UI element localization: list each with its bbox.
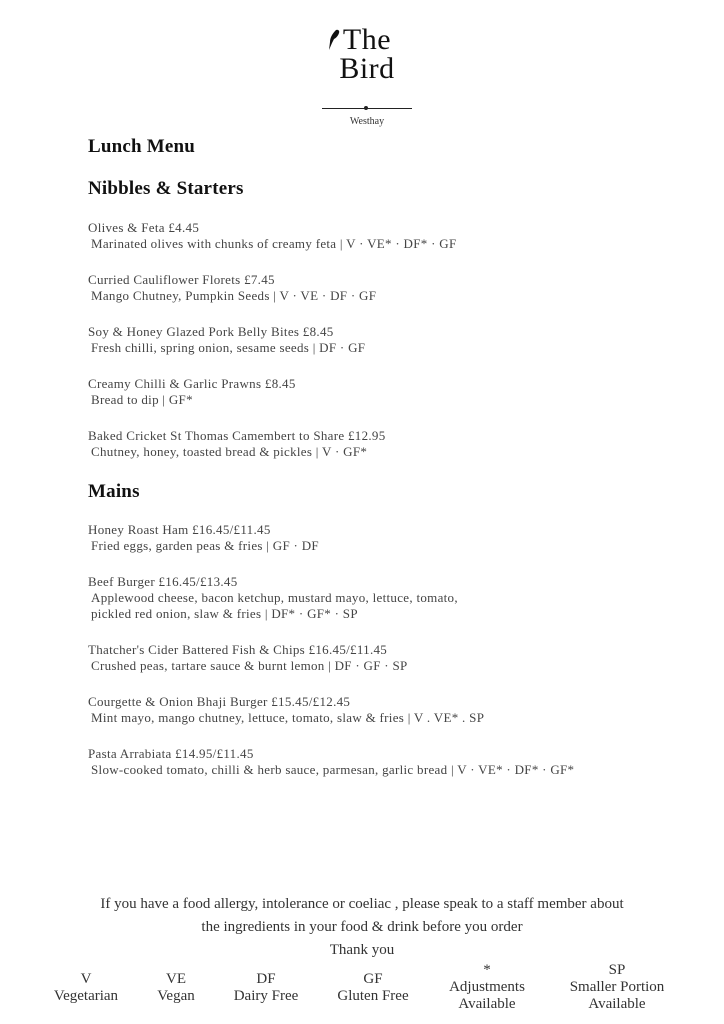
menu-item	[88, 746, 688, 778]
menu-item-name: Courgette & Onion Bhaji Burger £15.45/£12.45	[88, 694, 351, 709]
menu-item-name: Honey Roast Ham £16.45/£11.45	[88, 522, 271, 537]
legend-label: Vegan	[157, 988, 195, 1004]
menu-item	[88, 642, 688, 674]
logo-divider-dot	[364, 106, 368, 110]
legend-item	[422, 962, 552, 1013]
menu-item-description: Slow-cooked tomato, chilli & herb sauce, parmesan, garlic bread | V · VE* · DF* · GF*	[91, 762, 575, 777]
menu-item-name: Olives & Feta £4.45	[88, 220, 200, 235]
section-title-starters: Nibbles & Starters	[88, 178, 244, 199]
legend-label: Available	[458, 996, 516, 1012]
menu-item	[88, 324, 688, 356]
legend-code: VE	[166, 971, 186, 987]
menu-item-name: Creamy Chilli & Garlic Prawns £8.45	[88, 376, 296, 391]
allergy-line-1: If you have a food allergy, intolerance or coeliac , please speak to a staff member about	[100, 896, 624, 912]
logo-location: Westhay	[349, 116, 385, 127]
menu-item-name: Curried Cauliflower Florets £7.45	[88, 272, 275, 287]
menu-item-name: Thatcher's Cider Battered Fish & Chips £16.45/£11.45	[88, 642, 388, 657]
legend-code: V	[80, 971, 92, 987]
section-title-mains: Mains	[88, 481, 140, 502]
legend-label: Smaller Portion	[569, 979, 665, 995]
legend-code: GF	[363, 971, 383, 987]
logo	[300, 23, 430, 127]
menu-item	[88, 272, 688, 304]
menu-item-description: pickled red onion, slaw & fries | DF* · GF* · SP	[91, 606, 358, 621]
legend-label: Vegetarian	[53, 988, 119, 1004]
menu-item-description: Mint mayo, mango chutney, lettuce, tomato, slaw & fries | V . VE* . SP	[91, 710, 485, 725]
menu-item-description: Applewood cheese, bacon ketchup, mustard mayo, lettuce, tomato,	[91, 590, 458, 605]
menu-item-description: Mango Chutney, Pumpkin Seeds | V · VE · DF · GF	[91, 288, 377, 303]
menu-item-description: Bread to dip | GF*	[91, 392, 193, 407]
allergy-notice	[0, 893, 724, 962]
bird-icon	[327, 29, 341, 51]
menu-item-description: Fried eggs, garden peas & fries | GF · DF	[91, 538, 319, 553]
menu-item	[88, 694, 688, 726]
legend-label: Available	[588, 996, 646, 1012]
legend-code: DF	[256, 971, 276, 987]
allergy-thank-you: Thank you	[329, 942, 395, 958]
logo-line-2: Bird	[339, 52, 395, 85]
section-mains	[88, 522, 688, 798]
menu-item	[88, 574, 688, 622]
legend-label: Dairy Free	[233, 988, 299, 1004]
menu-item	[88, 522, 688, 554]
menu-item-description: Chutney, honey, toasted bread & pickles | V · GF*	[91, 444, 368, 459]
menu-item-description: Crushed peas, tartare sauce & burnt lemon | DF · GF · SP	[91, 658, 408, 673]
menu-item-name: Baked Cricket St Thomas Camembert to Share £12.95	[88, 428, 386, 443]
menu-title: Lunch Menu	[88, 136, 196, 157]
menu-item	[88, 376, 688, 408]
menu-item-name: Beef Burger £16.45/£13.45	[88, 574, 238, 589]
section-starters	[88, 220, 688, 480]
legend-label: Adjustments	[449, 979, 525, 995]
legend-code: *	[483, 962, 491, 978]
legend-item	[308, 971, 438, 1005]
logo-text	[304, 25, 430, 83]
menu-item-name: Pasta Arrabiata £14.95/£11.45	[88, 746, 254, 761]
menu-item	[88, 428, 688, 460]
allergy-line-2: the ingredients in your food & drink before you order	[201, 919, 523, 935]
legend-label: Gluten Free	[337, 988, 409, 1004]
logo-line-1: The	[342, 23, 392, 56]
legend-item	[552, 962, 682, 1013]
menu-item	[88, 220, 688, 252]
menu-item-description: Fresh chilli, spring onion, sesame seeds | DF · GF	[91, 340, 366, 355]
legend-code: SP	[608, 962, 626, 978]
menu-item-name: Soy & Honey Glazed Pork Belly Bites £8.45	[88, 324, 334, 339]
menu-item-description: Marinated olives with chunks of creamy feta | V · VE* · DF* · GF	[91, 236, 457, 251]
